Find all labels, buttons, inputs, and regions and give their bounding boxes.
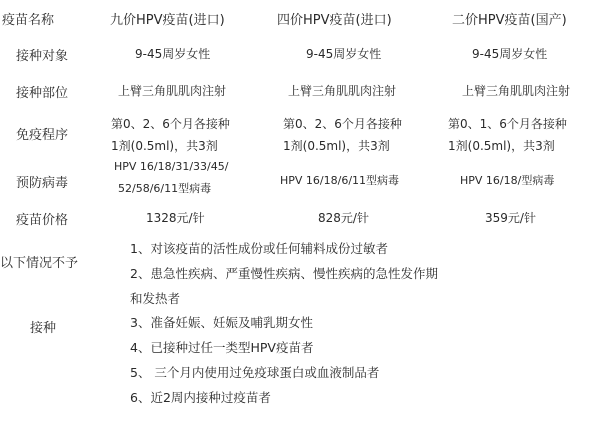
price-2valent: 359元/针	[485, 211, 536, 225]
exclusion-item-3: 3、准备妊娠、妊娠及哺乳期女性	[130, 315, 313, 330]
exclusion-item-5: 5、 三个月内使用过免疫球蛋白或血液制品者	[130, 365, 380, 380]
row-label-schedule: 免疫程序	[16, 128, 69, 143]
schedule-2valent-line1: 第0、1、6个月各接种	[448, 117, 567, 131]
schedule-9valent-line1: 第0、2、6个月各接种	[111, 117, 230, 131]
virus-4valent: HPV 16/18/6/11型病毒	[280, 174, 400, 187]
target-4valent: 9-45周岁女性	[306, 47, 382, 61]
virus-2valent: HPV 16/18/型病毒	[460, 174, 555, 187]
site-2valent: 上臂三角肌肌肉注射	[462, 84, 571, 98]
virus-9valent-line2: 52/58/6/11型病毒	[118, 182, 212, 195]
exclusion-item-2: 2、患急性疾病、严重慢性疾病、慢性疾病的急性发作期	[130, 266, 438, 281]
row-label-virus: 预防病毒	[16, 176, 69, 191]
site-9valent: 上臂三角肌肌肉注射	[118, 84, 227, 98]
schedule-2valent-line2: 1剂(0.5ml)，共3剂	[448, 139, 555, 153]
price-4valent: 828元/针	[318, 211, 369, 225]
exclusion-item-6: 6、近2周内接种过疫苗者	[130, 390, 271, 405]
schedule-9valent-line2: 1剂(0.5ml)，共3剂	[111, 139, 218, 153]
header-vaccine-name: 疫苗名称	[2, 13, 55, 28]
row-label-exclusions-line2: 接种	[30, 321, 57, 336]
header-9valent: 九价HPV疫苗(进口)	[110, 13, 225, 28]
exclusion-item-1: 1、对该疫苗的活性成份或任何辅料成份过敏者	[130, 241, 388, 256]
schedule-4valent-line2: 1剂(0.5ml)，共3剂	[283, 139, 390, 153]
row-label-site: 接种部位	[16, 86, 69, 101]
price-9valent: 1328元/针	[146, 211, 205, 225]
target-9valent: 9-45周岁女性	[135, 47, 211, 61]
exclusion-item-2-cont: 和发热者	[130, 291, 181, 306]
site-4valent: 上臂三角肌肌肉注射	[288, 84, 397, 98]
exclusion-item-4: 4、已接种过任一类型HPV疫苗者	[130, 340, 314, 355]
row-label-exclusions-line1: 以下情况不予	[0, 256, 79, 271]
target-2valent: 9-45周岁女性	[472, 47, 548, 61]
header-2valent: 二价HPV疫苗(国产)	[452, 13, 567, 28]
header-4valent: 四价HPV疫苗(进口)	[277, 13, 392, 28]
row-label-target: 接种对象	[16, 49, 69, 64]
virus-9valent-line1: HPV 16/18/31/33/45/	[114, 160, 229, 173]
row-label-price: 疫苗价格	[16, 213, 69, 228]
schedule-4valent-line1: 第0、2、6个月各接种	[283, 117, 402, 131]
